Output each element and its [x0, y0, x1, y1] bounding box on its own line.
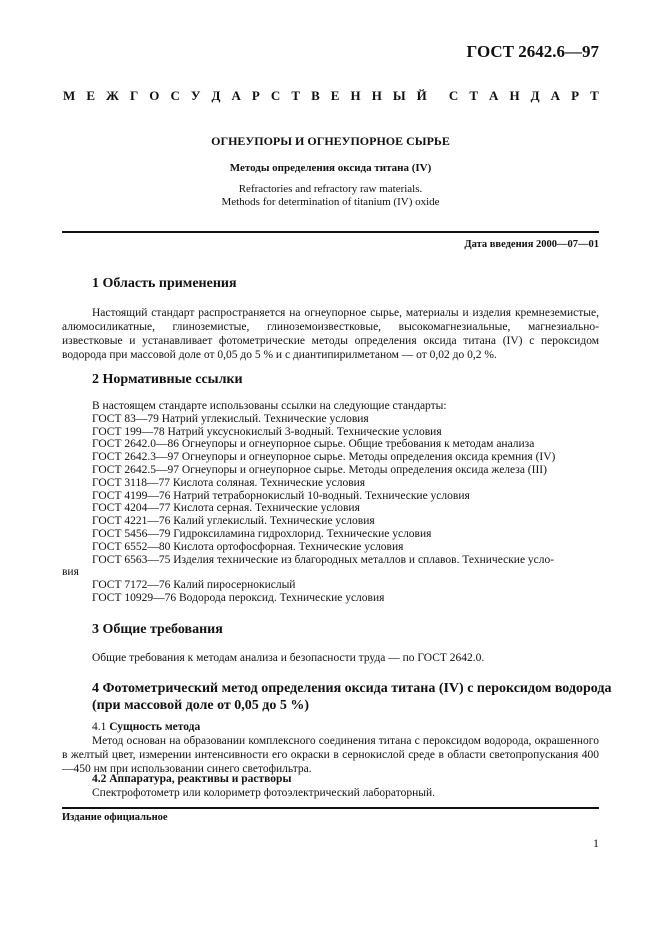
english-title-line-2: Methods for determination of titanium (IV) oxide: [221, 196, 440, 208]
subsection-4-2-text: [62, 786, 599, 800]
standard-type-letter: Н: [509, 88, 520, 103]
official-edition-label: Издание официальное: [62, 812, 168, 823]
reference-long-continuation: вия: [62, 566, 79, 579]
section-3-body: Общие требования к методам анализа и безопасности труда — по ГОСТ 2642.0.: [92, 652, 485, 664]
subsection-4-1-text: [62, 734, 599, 776]
references-list: [62, 400, 602, 605]
standard-type-heading: [63, 88, 599, 104]
standard-type-letter: Е: [330, 88, 340, 103]
section-1-body: Настоящий стандарт распространяется на огнеупорное сырье, материалы и изделия кремнеземистые, алюмосиликатные, глиноземистые, глиноземоизвестковые, высокомагнезиальные, магнезиально-известковые и устанавливает фотометрические методы определения оксида титана (IV) с пероксидом водорода при массовой доле от 0,05 до 5 % и с диантипирилметаном — от 0,02 до 0,2 %.: [62, 307, 599, 361]
page-number: 1: [593, 836, 599, 850]
section-4-heading-line-1: 4 Фотометрический метод определения оксида титана (IV) с пероксидом водорода: [92, 681, 612, 696]
references-intro: В настоящем стандарте использованы ссылки на следующие стандарты:: [92, 400, 447, 412]
standard-type-letter: Ж: [106, 88, 119, 103]
reference-item: ГОСТ 3118—77 Кислота соляная. Технические условия: [92, 476, 366, 489]
standard-type-letter: Н: [371, 88, 382, 103]
reference-item: ГОСТ 2642.0—86 Огнеупоры и огнеупорное сырье. Общие требования к методам анализа: [92, 438, 535, 451]
section-4-heading: [92, 680, 612, 714]
standard-type-letter: Т: [291, 88, 301, 103]
standard-type-letter: У: [190, 88, 201, 103]
document-subtitle: Методы определения оксида титана (IV): [229, 162, 432, 174]
standard-type-letter: Ы: [392, 88, 406, 103]
standard-type-letter: Р: [571, 88, 580, 103]
english-title-line-1: Refractories and refractory raw materials.: [238, 183, 423, 195]
reference-item: ГОСТ 6552—80 Кислота ортофосфорная. Технические условия: [92, 540, 404, 553]
standard-type-letter: С: [270, 88, 281, 103]
standard-type-letter: Т: [590, 88, 599, 103]
bottom-divider: [62, 807, 599, 809]
section-3-text: [62, 651, 599, 665]
subsection-4-2-body: Спектрофотометр или колориметр фотоэлектрический лабораторный.: [92, 787, 435, 799]
reference-item: ГОСТ 199—78 Натрий уксуснокислый 3-водный. Технические условия: [92, 425, 442, 438]
subsection-4-2-title: 4.2 Аппаратура, реактивы и растворы: [92, 773, 292, 785]
subsection-4-1: [62, 720, 599, 734]
standard-type-letter: Т: [469, 88, 478, 103]
standard-type-letter: О: [149, 88, 160, 103]
reference-item: ГОСТ 4204—77 Кислота серная. Технические условия: [92, 502, 360, 515]
document-title: ОГНЕУПОРЫ И ОГНЕУПОРНОЕ СЫРЬЕ: [211, 134, 450, 148]
standard-type-letter: Г: [129, 88, 139, 103]
reference-item: ГОСТ 5456—79 Гидроксиламина гидрохлорид. Технические условия: [92, 527, 432, 540]
standard-type-letter: В: [311, 88, 320, 103]
standard-type-letter: А: [550, 88, 561, 103]
introduction-date: Дата введения 2000—07—01: [464, 239, 599, 250]
reference-long-line: ГОСТ 6563—75 Изделия технические из благородных металлов и сплавов. Технические усло-: [92, 553, 555, 566]
reference-item: ГОСТ 83—79 Натрий углекислый. Технические условия: [92, 412, 369, 425]
standard-type-letter: А: [231, 88, 241, 103]
standard-type-letter: Е: [86, 88, 95, 103]
top-divider: [62, 231, 599, 233]
document-number: ГОСТ 2642.6—97: [466, 42, 599, 61]
reference-item: ГОСТ 2642.5—97 Огнеупоры и огнеупорное сырье. Методы определения оксида железа (III): [92, 463, 547, 476]
subsection-4-1-body: Метод основан на образовании комплексного соединения титана с пероксидом водорода, окрашенного в желтый цвет, измерении интенсивности его окраски в сернокислой среде в области светопропускания 400—450 нм при использовании синего светофильтра.: [62, 735, 599, 775]
standard-type-letter: С: [448, 88, 459, 103]
english-title: [60, 183, 601, 209]
standard-type-letter: Н: [350, 88, 361, 103]
section-4-heading-line-2: (при массовой доле от 0,05 до 5 %): [92, 698, 310, 713]
section-2-heading: 2 Нормативные ссылки: [92, 372, 243, 387]
section-1-text: [62, 306, 599, 362]
standard-type-letter: М: [63, 88, 76, 103]
subsection-4-2: [62, 772, 599, 786]
subsection-4-1-title: Сущность метода: [109, 721, 201, 733]
reference-item: ГОСТ 10929—76 Водорода пероксид. Технические условия: [92, 591, 385, 604]
standard-type-letter: Р: [251, 88, 260, 103]
reference-item: ГОСТ 4221—76 Калий углекислый. Технические условия: [92, 515, 375, 528]
section-3-heading: 3 Общие требования: [92, 622, 223, 637]
reference-item: ГОСТ 4199—76 Натрий тетраборнокислый 10-водный. Технические условия: [92, 489, 470, 502]
subsection-4-1-number: 4.1: [92, 721, 107, 733]
standard-type-letter: Д: [211, 88, 221, 103]
standard-type-letter: С: [170, 88, 180, 103]
standard-type-letter: Д: [530, 88, 540, 103]
standard-type-letter: Й: [416, 88, 427, 103]
reference-item: ГОСТ 2642.3—97 Огнеупоры и огнеупорное сырье. Методы определения оксида кремния (IV): [92, 451, 556, 464]
reference-item: ГОСТ 7172—76 Калий пиросернокислый: [92, 579, 296, 592]
standard-type-letter: А: [489, 88, 499, 103]
section-1-heading: 1 Область применения: [92, 276, 237, 291]
